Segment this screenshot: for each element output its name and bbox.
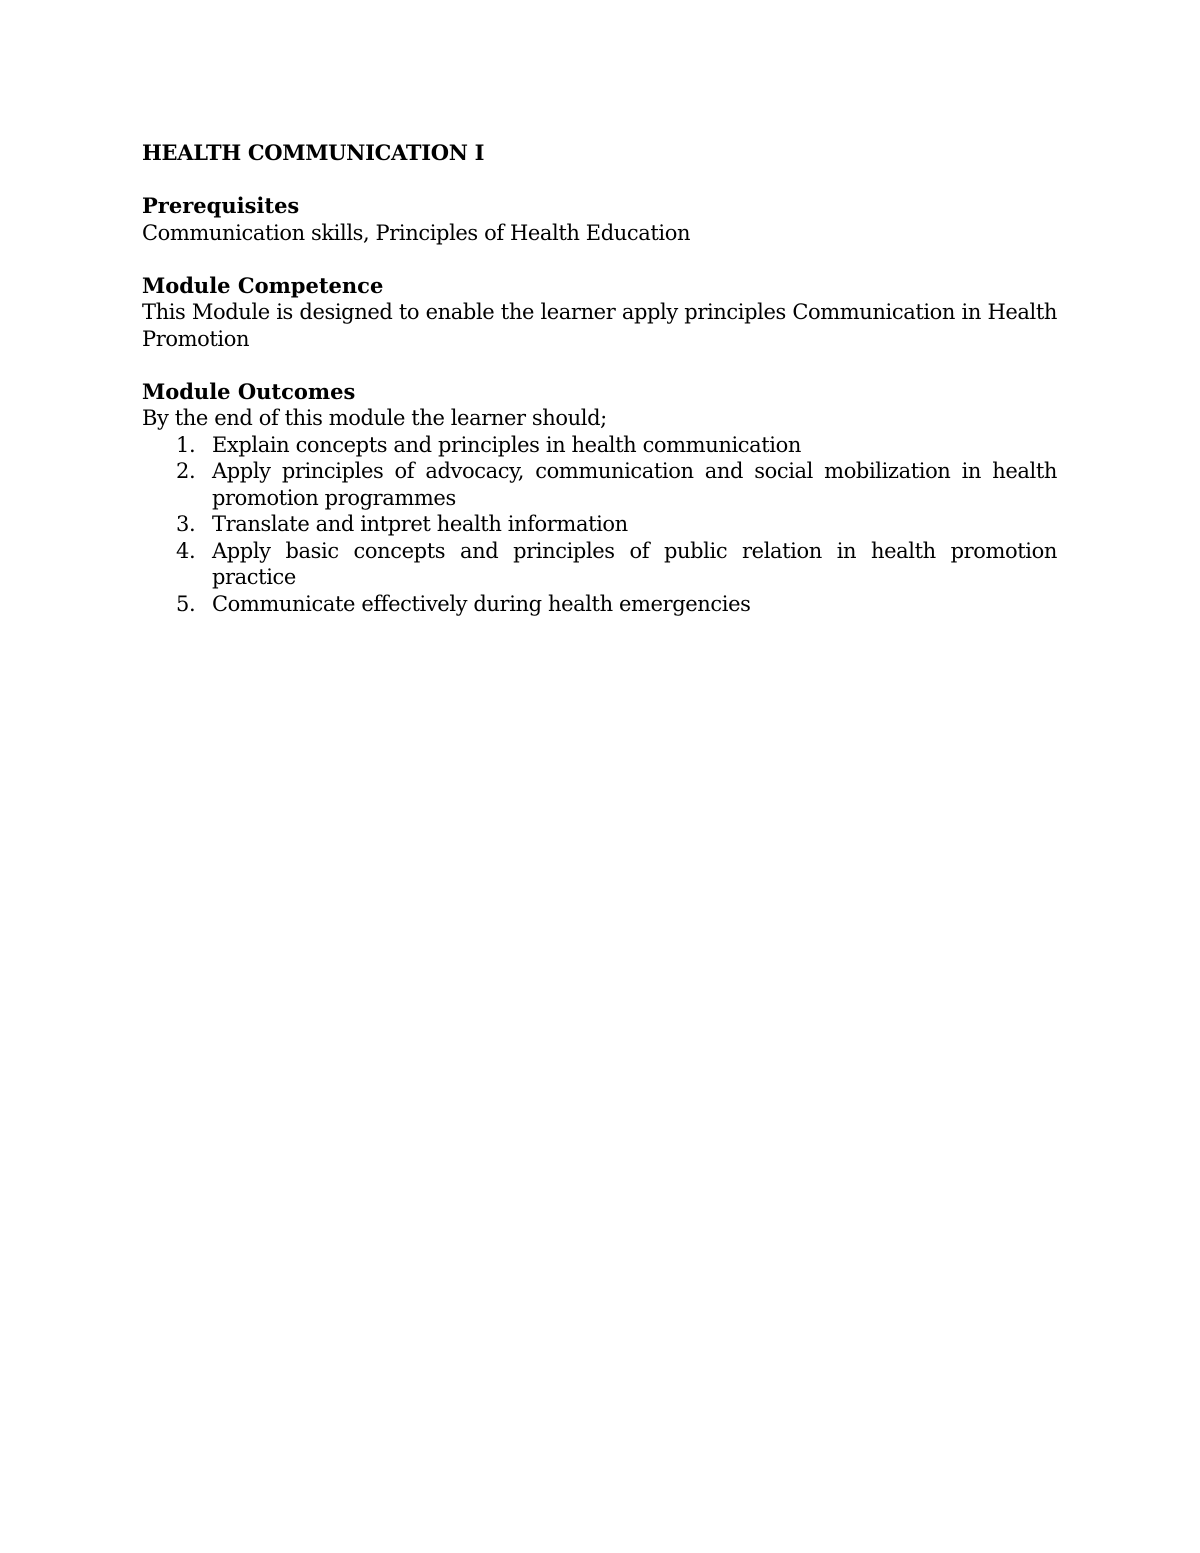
- list-item: [142, 458, 1057, 511]
- list-item-text: Explain concepts and principles in health communication: [212, 432, 801, 457]
- list-item: [142, 511, 1057, 538]
- list-item-text: Translate and intpret health information: [212, 512, 628, 536]
- list-item-number: 1.: [176, 432, 196, 457]
- prerequisites-text: Communication skills, Principles of Health Education: [142, 220, 691, 245]
- list-item-text: Communicate effectively during health emergencies: [212, 591, 751, 616]
- prerequisites-heading: Prerequisites: [142, 193, 300, 218]
- list-item-text: Apply principles of advocacy, communication and social mobilization in health promotion programmes: [212, 459, 1057, 510]
- competence-text: This Module is designed to enable the learner apply principles Communication in Health Promotion: [142, 300, 1057, 351]
- list-item-number: 2.: [176, 459, 196, 483]
- list-item-number: 3.: [176, 512, 196, 536]
- list-item-number: 4.: [176, 538, 196, 563]
- outcomes-heading: Module Outcomes: [142, 378, 356, 404]
- list-item: [142, 591, 1057, 618]
- outcomes-list: [142, 432, 1057, 618]
- list-item: [142, 432, 1057, 459]
- list-item-text: Apply basic concepts and principles of public relation in health promotion practice: [212, 538, 1057, 589]
- document-page: [142, 140, 1057, 617]
- list-item: [142, 538, 1057, 591]
- document-title: HEALTH COMMUNICATION I: [142, 140, 485, 165]
- competence-heading: Module Competence: [142, 272, 384, 298]
- outcomes-intro: By the end of this module the learner should;: [142, 406, 607, 430]
- list-item-number: 5.: [176, 591, 196, 616]
